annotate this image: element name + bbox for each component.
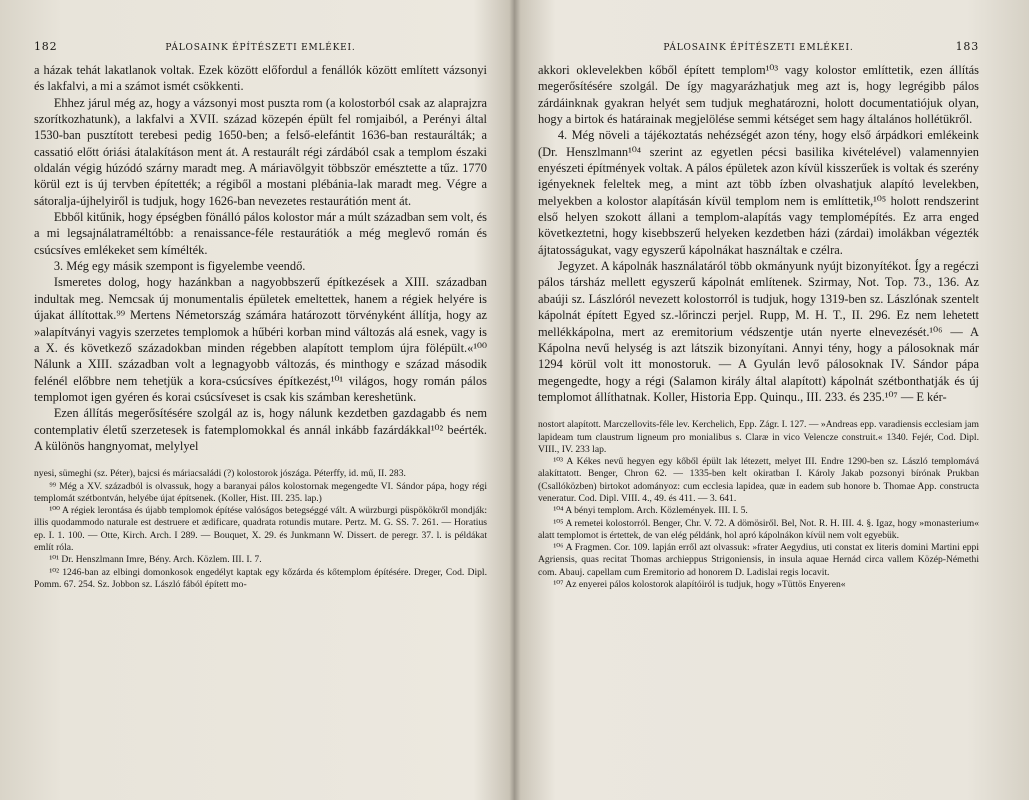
right-footnote: ¹⁰⁴ A bényi templom. Arch. Közlemények. III. I. 5. <box>553 505 748 517</box>
right-page-number: 183 <box>955 40 979 53</box>
left-paragraph: 3. Még egy másik szempont is figyelembe veendő. <box>53 259 306 274</box>
left-page <box>0 0 505 800</box>
left-footnote: ¹⁰¹ Dr. Henszlmann Imre, Bény. Arch. Közlem. III. I. 7. <box>49 554 262 566</box>
right-footnote: ¹⁰⁶ A Fragmen. Cor. 109. lapján erről azt olvassuk: »frater Aegydius, uti constat ex literis domini Martini eppi Agriensis, quas recitat Thomas archieppus Strigoniensis, in insula aquae Hernád circa vallem Közép-Némethi com. Abauj. capellam cum Eremitorio ad honorem D. Ladislai regis locavit. <box>538 542 979 578</box>
right-footnote: ¹⁰⁷ Az enyerei pálos kolostorok alapítóiról is tudjuk, hogy »Tüttös Enyeren« <box>553 579 846 591</box>
left-footnote: ⁹⁹ Még a XV. századból is olvassuk, hogy a baranyai pálos kolostornak megengedte VI. Sándor pápa, hogy régi templomát szétbontván, helyébe újat építsenek. (Koller, Hist. III. 235. lap.) <box>34 480 487 504</box>
right-footnote: ¹⁰⁵ A remetei kolostorról. Benger, Chr. V. 72. A dömösiről. Bel, Not. R. H. III. 4. §. Igaz, hogy »monasterium« alatt templomot is értettek, de van elég példánk, hol apró kápolnákon kívül nem volt egyebük. <box>538 517 979 541</box>
right-paragraph: akkori oklevelekben kőből épített templom¹⁰³ vagy kolostor említtetik, ezen állítás megerősítésére szolgál. De így magyarázhatjuk meg azt is, hogy legrégibb pálos zárdáinknak gyakran helyét sem tudjuk meghatározni, holott documentatiójuk olyan, hogy a birtok és határainak megjelölése semmi kétséget sem hagy általános hollétükről. <box>538 63 979 127</box>
left-footnote: ¹⁰² 1246-ban az elbingi domonkosok engedélyt kaptak egy kőzárda és kőtemplom építésére. Dreger, Cod. Dipl. Pomm. 67. 254. Sz. Jobbon sz. László fából épített mo- <box>34 566 487 590</box>
left-running-title: PÁLOSAINK ÉPÍTÉSZETI EMLÉKEI. <box>165 43 356 53</box>
right-footnote: ¹⁰³ A Kékes nevű hegyen egy kőből épült lak létezett, melyet III. Endre 1290-ben sz. László templomává alakíttatott. Benger, Chron 62. — 1335-ben kelt okiratban I. Károly Jakab pozsonyi bírónak Prukban (Csallóközben) birtokot adományoz: cum ecclesia lapidea, quæ in eadem sub honore b. Thomae App. constructa veneratur. Cod. Dipl. VIII. 4., 49. és 411. — 3. 641. <box>538 456 979 504</box>
right-footnote: nostort alapított. Marczellovits-féle lev. Kercheliсh, Epp. Zágr. I. 127. — »Andreas epp. varadiensis ecclesiam jam lapideam tum claustrum ligneum pro monialibus s. Claræ in vico Velencze construit.« 1340. Fejér, Cod. Dipl. VIII., IV. 233 lap. <box>538 419 979 455</box>
left-footnotes <box>34 468 487 591</box>
right-page <box>512 0 1029 800</box>
left-footnote: ¹⁰⁰ A régiek lerontása és újabb templomok építése valóságos betegséggé vált. A würzburgi püspökökről mondják: illis quodammodo naturale est destruere et ædificare, quadrata rotundis mutare. Pertz. M. G. SS. 7. 261. — Horatius ep. I. 1. 100. — Otte, Kirch. Arch. I 289. — Bouquet, X. 29. és Junkmann W. Dissert. de peregr. 37. l. is példákat említ róla. <box>34 505 487 554</box>
left-body-text <box>34 62 487 454</box>
left-running-head <box>34 40 487 62</box>
left-paragraph: a házak tehát lakatlanok voltak. Ezek között előfordul a fenállók között említett vázsonyi és lakfalvi, a mi a számot ismét csökkenti. <box>34 63 487 94</box>
left-footnote: nyesi, sümeghi (sz. Péter), bajcsi és máriacsaládi (?) kolostorok jószága. Péterffy, id. mű, II. 283. <box>34 468 406 480</box>
right-paragraph: Jegyzet. A kápolnák használatáról több okmányunk nyújt bizonyítékot. Így a regéczi pálos társház mellett egyszerű kápolnát említenek. Szirmay, Not. Top. 73., 136. Az abaúji sz. Lászlóról nevezett kolostorról is tudjuk, hogy 1319-ben sz. Lászlónak szentelt kápolnát épített Egyed sz.-lőrinczi perjel. Rupp, M. H. T., II. 296. Ez nem lehetett mellékkápolna, mert az eremitorium védszentje után nyerte elnevezését.¹⁰⁶ — A Kápolna nevű helység is azt látszik bizonyítani. Annyi tény, hogy a pálosoknak már 1294 körül volt itt monostoruk. — A Gyulán levő pálosoknak IV. Sándor pápa megengedte, hogy a régi (Salamon király által alapított) kápolnát szétbonthatják és új templomot állíthatnak. Koller, Historia Epp. Quinqu., III. 233. és 235.¹⁰⁷ — E kér- <box>538 259 979 404</box>
left-page-number: 182 <box>34 40 58 53</box>
left-paragraph: Ezen állítás megerősítésére szolgál az is, hogy nálunk kezdetben gazdagabb és nem contemplativ életű szerzetesek is fatemplomokkal és annál inkább fazárdákkal¹⁰² beérték. A különös hangnyomat, melylyel <box>34 406 487 453</box>
left-paragraph: Ebből kitűnik, hogy épségben fönálló pálos kolostor már a múlt században sem volt, és a mi legsajnálatraméltóbb: a renaissance-féle restaurátiók a még meglevő román és csúcsíves emlékeket sem kímélték. <box>34 210 487 257</box>
right-footnotes <box>538 419 979 591</box>
left-paragraph: Ismeretes dolog, hogy hazánkban a nagyobbszerű építkezések a XIII. században indultak meg. Nemcsak új monumentalis épületek emeltettek, hanem a régiek helyére is újakat állítottak.⁹⁹ Mertens Németország számára határozott törvényként állítja, hogy az »alapítványi vagyis szerzetes templomok a hűbéri korban mind változás alá esnek, vagy is a X. és következő századokban minden régebben alapított templom újra fölépült.«¹⁰⁰ Nálunk a XIII. században volt a legnagyobb változás, és minthogy e század második felénél előbbre nem tehetjük a kora-csúcsíves építkezést,¹⁰¹ világos, hogy román pálos templomot igen gyéren és korai csúcsíveset is csak kis számban kereshetünk. <box>34 275 487 404</box>
right-running-head <box>538 40 979 62</box>
right-body-text <box>538 62 979 405</box>
right-running-title: PÁLOSAINK ÉPÍTÉSZETI EMLÉKEI. <box>663 43 854 53</box>
left-paragraph: Ehhez járul még az, hogy a vázsonyi most puszta rom (a kolostorból csak az alaprajzra szorítkozhatunk), a lakfalvi a XVII. század közepén épült fel romjaiból, a Perényi által 1530-ban pusztított terebesi pedig 1650-ben; a felső-elefántit 1636-ban restaurálták; a cassatió előtt óriási átalakításon ment át. A restaurált régi zárdából csak a templom északi oldalán végig húzódó szárny maradt meg. A máriavölgyit többször emésztette a tűz. 1770 körül ezt is új tervben építették; a régiből a mostani plébánia-lak maradt meg. Végre a sátoralja-újhelyiről is tudjuk, hogy 1626-ban nevezetes restaurátión ment át. <box>34 95 487 208</box>
right-paragraph: 4. Még növeli a tájékoztatás nehézségét azon tény, hogy első árpádkori emlékeink (Dr. Henszlmann¹⁰⁴ szerint az egyetlen pécsi basilika kivételével) valamennyien enyészeti építmények voltak. A pálos épületek azon kívül kisszerűek is voltak és szerény igényeknek feleltek meg, a mint azt több ízben olvashatjuk alapító levelekben, melyekben a kolostor alapításán kívül templom nem is említtetik,¹⁰⁵ holott rendszerint első helyen szokott állani a templom-alapítás vagy templomépítés. Ez arra enged következtetni, hogy kisebbszerű helyeken kezdetben házi (zárdai) imolákban végezték ájtatosságukat, vagy egyszerű kápolnákat használtak e czélra. <box>538 128 979 257</box>
